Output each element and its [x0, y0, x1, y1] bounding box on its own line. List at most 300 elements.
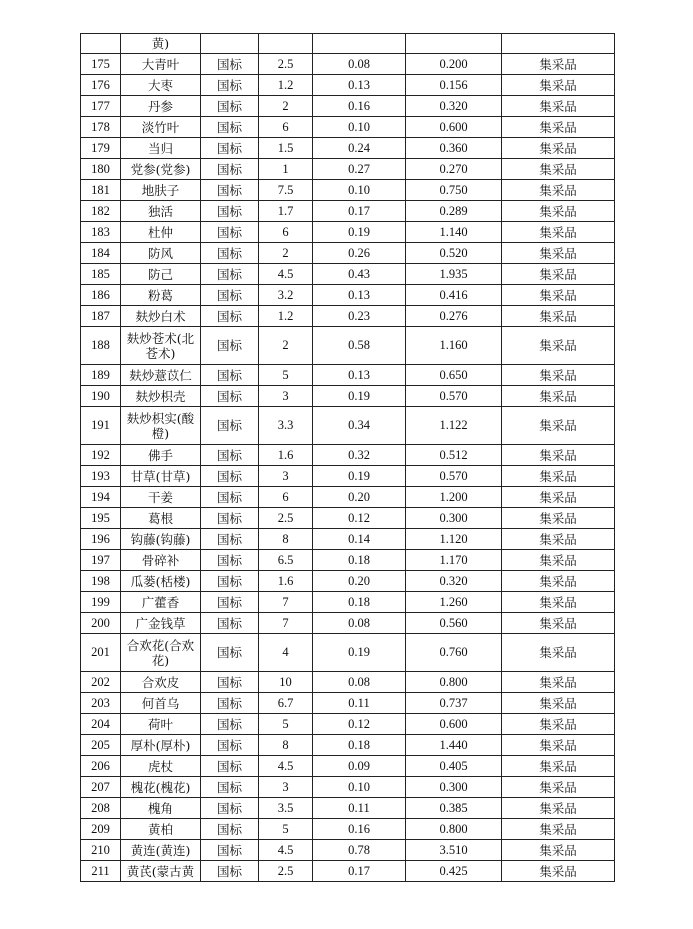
table-row [81, 327, 615, 365]
table-row [81, 117, 615, 138]
table-row [81, 466, 615, 487]
cell-name: 当归 [121, 138, 201, 159]
cell-no: 196 [81, 529, 121, 550]
cell-price: 0.58 [313, 327, 406, 365]
cell-price: 0.10 [313, 117, 406, 138]
cell-price: 0.18 [313, 592, 406, 613]
table-row [81, 487, 615, 508]
cell-standard: 国标 [201, 798, 259, 819]
cell-no: 192 [81, 445, 121, 466]
cell-name: 骨碎补 [121, 550, 201, 571]
cell-price: 0.43 [313, 264, 406, 285]
cell-qty: 2 [259, 327, 313, 365]
cell-amount: 1.260 [406, 592, 502, 613]
cell-qty: 5 [259, 714, 313, 735]
cell-no: 182 [81, 201, 121, 222]
cell-no: 181 [81, 180, 121, 201]
cell-amount: 0.760 [406, 634, 502, 672]
cell-amount: 0.270 [406, 159, 502, 180]
cell-note: 集采品 [502, 529, 615, 550]
cell-amount: 0.320 [406, 96, 502, 117]
cell-note: 集采品 [502, 756, 615, 777]
cell-no: 206 [81, 756, 121, 777]
cell-qty: 3.2 [259, 285, 313, 306]
table-row [81, 592, 615, 613]
table-row [81, 550, 615, 571]
table-row [81, 138, 615, 159]
cell-price: 0.26 [313, 243, 406, 264]
cell-no: 175 [81, 54, 121, 75]
cell-no: 176 [81, 75, 121, 96]
table-row [81, 798, 615, 819]
cell-qty: 3 [259, 466, 313, 487]
cell-note: 集采品 [502, 180, 615, 201]
cell-qty: 4.5 [259, 840, 313, 861]
table-row [81, 508, 615, 529]
cell-name: 淡竹叶 [121, 117, 201, 138]
cell-price: 0.20 [313, 571, 406, 592]
cell-standard: 国标 [201, 117, 259, 138]
table-row [81, 693, 615, 714]
cell-amount [406, 34, 502, 54]
table-row [81, 243, 615, 264]
cell-no: 188 [81, 327, 121, 365]
cell-no: 209 [81, 819, 121, 840]
table-row [81, 445, 615, 466]
cell-no: 203 [81, 693, 121, 714]
cell-name: 黄芪(蒙古黄 [121, 861, 201, 882]
cell-amount: 1.170 [406, 550, 502, 571]
cell-standard: 国标 [201, 407, 259, 445]
cell-price: 0.32 [313, 445, 406, 466]
cell-name: 黄柏 [121, 819, 201, 840]
cell-name: 地肤子 [121, 180, 201, 201]
cell-name: 党参(党参) [121, 159, 201, 180]
cell-qty: 7 [259, 592, 313, 613]
table-row [81, 634, 615, 672]
cell-name: 何首乌 [121, 693, 201, 714]
cell-price: 0.19 [313, 466, 406, 487]
cell-no: 185 [81, 264, 121, 285]
cell-note: 集采品 [502, 466, 615, 487]
cell-name: 防风 [121, 243, 201, 264]
cell-price: 0.12 [313, 508, 406, 529]
cell-amount: 0.512 [406, 445, 502, 466]
cell-amount: 0.156 [406, 75, 502, 96]
cell-note: 集采品 [502, 672, 615, 693]
cell-no: 178 [81, 117, 121, 138]
cell-no [81, 34, 121, 54]
cell-standard: 国标 [201, 222, 259, 243]
cell-standard: 国标 [201, 159, 259, 180]
cell-note: 集采品 [502, 54, 615, 75]
cell-note: 集采品 [502, 613, 615, 634]
cell-note: 集采品 [502, 445, 615, 466]
cell-name: 荷叶 [121, 714, 201, 735]
cell-price [313, 34, 406, 54]
table-row [81, 180, 615, 201]
table-row [81, 672, 615, 693]
cell-name: 麸炒枳实(酸橙) [121, 407, 201, 445]
cell-qty: 4.5 [259, 756, 313, 777]
cell-amount: 0.276 [406, 306, 502, 327]
cell-name: 槐角 [121, 798, 201, 819]
cell-name: 佛手 [121, 445, 201, 466]
cell-standard: 国标 [201, 243, 259, 264]
cell-name: 厚朴(厚朴) [121, 735, 201, 756]
cell-amount: 0.737 [406, 693, 502, 714]
cell-price: 0.10 [313, 777, 406, 798]
cell-standard: 国标 [201, 613, 259, 634]
cell-name: 大枣 [121, 75, 201, 96]
cell-qty: 3 [259, 386, 313, 407]
table-row [81, 159, 615, 180]
cell-standard: 国标 [201, 386, 259, 407]
cell-amount: 0.385 [406, 798, 502, 819]
cell-standard: 国标 [201, 138, 259, 159]
cell-qty: 3 [259, 777, 313, 798]
cell-note: 集采品 [502, 861, 615, 882]
cell-no: 199 [81, 592, 121, 613]
cell-note: 集采品 [502, 487, 615, 508]
cell-amount: 0.520 [406, 243, 502, 264]
cell-price: 0.08 [313, 672, 406, 693]
cell-note: 集采品 [502, 714, 615, 735]
cell-amount: 0.800 [406, 672, 502, 693]
cell-no: 184 [81, 243, 121, 264]
cell-name: 合欢皮 [121, 672, 201, 693]
cell-price: 0.16 [313, 819, 406, 840]
cell-qty: 7 [259, 613, 313, 634]
cell-price: 0.18 [313, 550, 406, 571]
cell-qty: 2 [259, 96, 313, 117]
cell-note: 集采品 [502, 285, 615, 306]
cell-note: 集采品 [502, 117, 615, 138]
cell-standard: 国标 [201, 777, 259, 798]
cell-price: 0.17 [313, 861, 406, 882]
cell-note: 集采品 [502, 592, 615, 613]
cell-qty: 1.2 [259, 306, 313, 327]
cell-no: 205 [81, 735, 121, 756]
cell-note: 集采品 [502, 819, 615, 840]
cell-note: 集采品 [502, 222, 615, 243]
cell-no: 191 [81, 407, 121, 445]
table-row [81, 75, 615, 96]
cell-note: 集采品 [502, 571, 615, 592]
cell-no: 194 [81, 487, 121, 508]
cell-no: 204 [81, 714, 121, 735]
cell-standard: 国标 [201, 840, 259, 861]
cell-amount: 0.200 [406, 54, 502, 75]
cell-standard: 国标 [201, 508, 259, 529]
cell-qty: 1.6 [259, 445, 313, 466]
cell-amount: 0.360 [406, 138, 502, 159]
cell-qty: 6 [259, 487, 313, 508]
cell-amount: 1.440 [406, 735, 502, 756]
table-row-continued [81, 34, 615, 54]
cell-name: 葛根 [121, 508, 201, 529]
cell-no: 195 [81, 508, 121, 529]
cell-price: 0.11 [313, 798, 406, 819]
cell-qty: 1.5 [259, 138, 313, 159]
cell-price: 0.27 [313, 159, 406, 180]
cell-price: 0.18 [313, 735, 406, 756]
cell-name: 广金钱草 [121, 613, 201, 634]
cell-name: 麸炒枳壳 [121, 386, 201, 407]
cell-note: 集采品 [502, 243, 615, 264]
cell-no: 197 [81, 550, 121, 571]
cell-price: 0.09 [313, 756, 406, 777]
cell-name: 黄连(黄连) [121, 840, 201, 861]
cell-amount: 0.650 [406, 365, 502, 386]
cell-standard: 国标 [201, 466, 259, 487]
table-body [81, 34, 615, 882]
cell-qty: 6.5 [259, 550, 313, 571]
cell-amount: 0.570 [406, 466, 502, 487]
cell-amount: 0.600 [406, 117, 502, 138]
cell-note: 集采品 [502, 138, 615, 159]
cell-price: 0.34 [313, 407, 406, 445]
cell-qty: 6 [259, 117, 313, 138]
cell-standard: 国标 [201, 445, 259, 466]
cell-qty: 1.6 [259, 571, 313, 592]
cell-amount: 1.200 [406, 487, 502, 508]
cell-note: 集采品 [502, 386, 615, 407]
table-row [81, 861, 615, 882]
cell-standard: 国标 [201, 571, 259, 592]
table-row [81, 714, 615, 735]
cell-standard: 国标 [201, 285, 259, 306]
cell-amount: 1.935 [406, 264, 502, 285]
cell-note: 集采品 [502, 327, 615, 365]
cell-standard: 国标 [201, 365, 259, 386]
cell-note: 集采品 [502, 407, 615, 445]
cell-amount: 0.570 [406, 386, 502, 407]
cell-price: 0.10 [313, 180, 406, 201]
cell-no: 198 [81, 571, 121, 592]
cell-price: 0.20 [313, 487, 406, 508]
cell-note: 集采品 [502, 735, 615, 756]
table-row [81, 54, 615, 75]
cell-standard: 国标 [201, 180, 259, 201]
cell-amount: 0.416 [406, 285, 502, 306]
table-row [81, 407, 615, 445]
cell-no: 179 [81, 138, 121, 159]
cell-qty: 1 [259, 159, 313, 180]
cell-name: 槐花(槐花) [121, 777, 201, 798]
herb-price-table [80, 33, 615, 882]
cell-qty: 3.3 [259, 407, 313, 445]
cell-standard: 国标 [201, 756, 259, 777]
cell-qty: 2.5 [259, 508, 313, 529]
cell-no: 210 [81, 840, 121, 861]
cell-name: 防己 [121, 264, 201, 285]
cell-name: 麸炒苍术(北苍术) [121, 327, 201, 365]
cell-price: 0.08 [313, 54, 406, 75]
cell-amount: 1.122 [406, 407, 502, 445]
cell-no: 201 [81, 634, 121, 672]
cell-amount: 0.800 [406, 819, 502, 840]
table-row [81, 777, 615, 798]
table-row [81, 819, 615, 840]
cell-note: 集采品 [502, 365, 615, 386]
cell-standard: 国标 [201, 672, 259, 693]
cell-qty: 1.7 [259, 201, 313, 222]
table-row [81, 840, 615, 861]
cell-name: 合欢花(合欢花) [121, 634, 201, 672]
cell-amount: 1.160 [406, 327, 502, 365]
cell-amount: 0.300 [406, 508, 502, 529]
cell-price: 0.13 [313, 365, 406, 386]
cell-price: 0.17 [313, 201, 406, 222]
cell-qty: 1.2 [259, 75, 313, 96]
cell-amount: 0.289 [406, 201, 502, 222]
cell-price: 0.11 [313, 693, 406, 714]
table-row [81, 756, 615, 777]
cell-price: 0.78 [313, 840, 406, 861]
cell-qty: 3.5 [259, 798, 313, 819]
cell-qty: 2.5 [259, 861, 313, 882]
cell-qty: 2 [259, 243, 313, 264]
table-row [81, 201, 615, 222]
cell-name: 大青叶 [121, 54, 201, 75]
cell-standard: 国标 [201, 75, 259, 96]
cell-name: 麸炒薏苡仁 [121, 365, 201, 386]
cell-name: 甘草(甘草) [121, 466, 201, 487]
cell-no: 193 [81, 466, 121, 487]
cell-name: 广藿香 [121, 592, 201, 613]
cell-standard: 国标 [201, 306, 259, 327]
cell-amount: 0.600 [406, 714, 502, 735]
cell-standard: 国标 [201, 529, 259, 550]
cell-standard: 国标 [201, 327, 259, 365]
cell-no: 180 [81, 159, 121, 180]
cell-standard: 国标 [201, 693, 259, 714]
cell-qty: 8 [259, 735, 313, 756]
cell-qty: 10 [259, 672, 313, 693]
cell-note: 集采品 [502, 201, 615, 222]
cell-qty: 6 [259, 222, 313, 243]
cell-note: 集采品 [502, 550, 615, 571]
table-row [81, 365, 615, 386]
cell-name: 丹参 [121, 96, 201, 117]
cell-standard: 国标 [201, 634, 259, 672]
cell-standard: 国标 [201, 714, 259, 735]
cell-price: 0.14 [313, 529, 406, 550]
cell-amount: 0.750 [406, 180, 502, 201]
table-row [81, 96, 615, 117]
cell-price: 0.16 [313, 96, 406, 117]
cell-note: 集采品 [502, 159, 615, 180]
cell-standard: 国标 [201, 264, 259, 285]
cell-price: 0.08 [313, 613, 406, 634]
cell-standard: 国标 [201, 592, 259, 613]
cell-note: 集采品 [502, 508, 615, 529]
cell-note: 集采品 [502, 693, 615, 714]
cell-qty: 8 [259, 529, 313, 550]
cell-amount: 0.320 [406, 571, 502, 592]
cell-name: 虎杖 [121, 756, 201, 777]
cell-no: 208 [81, 798, 121, 819]
cell-note: 集采品 [502, 75, 615, 96]
cell-price: 0.19 [313, 634, 406, 672]
cell-note: 集采品 [502, 96, 615, 117]
cell-standard: 国标 [201, 54, 259, 75]
cell-name: 麸炒白术 [121, 306, 201, 327]
cell-name: 粉葛 [121, 285, 201, 306]
cell-note: 集采品 [502, 798, 615, 819]
cell-no: 189 [81, 365, 121, 386]
cell-no: 186 [81, 285, 121, 306]
cell-name: 干姜 [121, 487, 201, 508]
table-row [81, 285, 615, 306]
cell-name: 黄) [121, 34, 201, 54]
cell-no: 177 [81, 96, 121, 117]
cell-amount: 0.300 [406, 777, 502, 798]
cell-price: 0.24 [313, 138, 406, 159]
cell-qty: 2.5 [259, 54, 313, 75]
cell-price: 0.13 [313, 285, 406, 306]
cell-qty: 6.7 [259, 693, 313, 714]
cell-standard: 国标 [201, 487, 259, 508]
cell-no: 200 [81, 613, 121, 634]
cell-qty: 7.5 [259, 180, 313, 201]
cell-note: 集采品 [502, 840, 615, 861]
cell-no: 187 [81, 306, 121, 327]
cell-amount: 1.140 [406, 222, 502, 243]
cell-amount: 0.425 [406, 861, 502, 882]
cell-qty [259, 34, 313, 54]
cell-price: 0.13 [313, 75, 406, 96]
cell-name: 独活 [121, 201, 201, 222]
cell-price: 0.12 [313, 714, 406, 735]
cell-standard: 国标 [201, 550, 259, 571]
cell-no: 202 [81, 672, 121, 693]
cell-amount: 1.120 [406, 529, 502, 550]
cell-amount: 0.405 [406, 756, 502, 777]
cell-name: 瓜蒌(栝楼) [121, 571, 201, 592]
table-row [81, 222, 615, 243]
cell-note: 集采品 [502, 777, 615, 798]
cell-amount: 0.560 [406, 613, 502, 634]
cell-standard: 国标 [201, 819, 259, 840]
cell-qty: 4 [259, 634, 313, 672]
cell-price: 0.19 [313, 386, 406, 407]
cell-standard [201, 34, 259, 54]
cell-qty: 5 [259, 365, 313, 386]
cell-no: 207 [81, 777, 121, 798]
cell-price: 0.23 [313, 306, 406, 327]
cell-note [502, 34, 615, 54]
cell-standard: 国标 [201, 96, 259, 117]
cell-note: 集采品 [502, 306, 615, 327]
table-row [81, 571, 615, 592]
table-row [81, 735, 615, 756]
cell-price: 0.19 [313, 222, 406, 243]
cell-note: 集采品 [502, 634, 615, 672]
table-row [81, 613, 615, 634]
cell-qty: 5 [259, 819, 313, 840]
table-row [81, 306, 615, 327]
table-row [81, 529, 615, 550]
cell-name: 钩藤(钩藤) [121, 529, 201, 550]
table-row [81, 264, 615, 285]
cell-qty: 4.5 [259, 264, 313, 285]
table-row [81, 386, 615, 407]
cell-no: 211 [81, 861, 121, 882]
cell-no: 183 [81, 222, 121, 243]
cell-no: 190 [81, 386, 121, 407]
